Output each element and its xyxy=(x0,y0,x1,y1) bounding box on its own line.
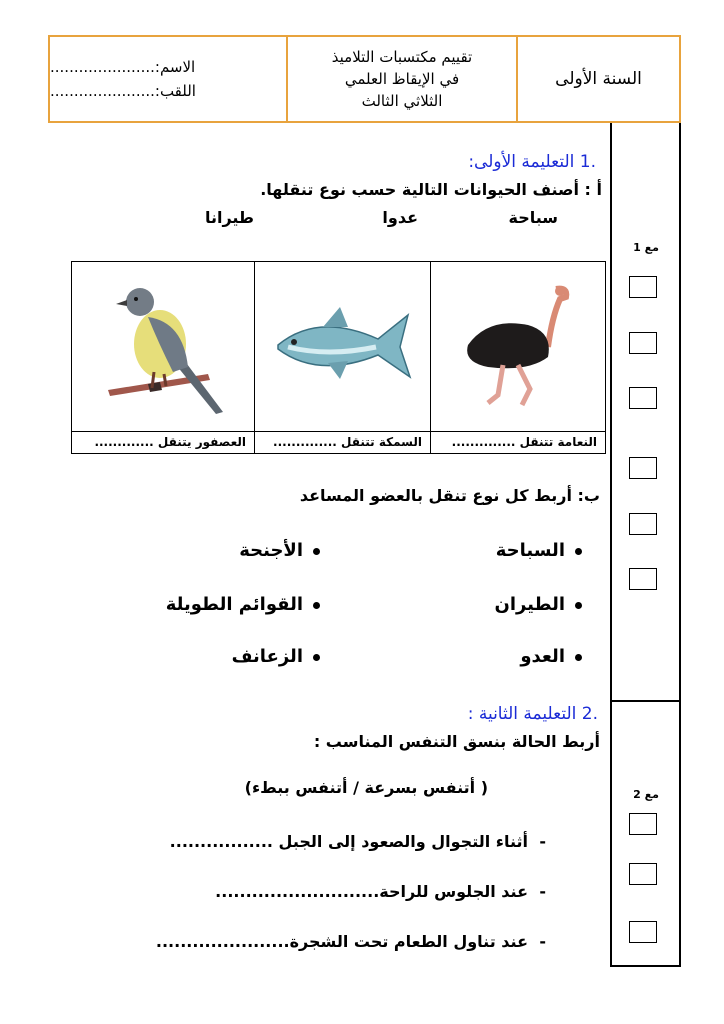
surname-field[interactable]: اللقب:...................... xyxy=(50,82,196,100)
score-box[interactable] xyxy=(629,921,657,943)
sparrow-illustration xyxy=(88,272,238,422)
bullet-icon xyxy=(575,602,582,609)
movement-swimming[interactable]: السباحة xyxy=(496,540,582,561)
score-box[interactable] xyxy=(629,813,657,835)
dash-icon: - xyxy=(539,882,546,901)
organ-long-legs[interactable]: القوائم الطويلة xyxy=(166,594,320,615)
score-box[interactable] xyxy=(629,332,657,354)
task1-heading: .1 التعليمة الأولى: xyxy=(468,152,596,172)
task2-heading: .2 التعليمة الثانية : xyxy=(467,704,598,724)
organ-fins[interactable]: الزعانف xyxy=(232,646,320,667)
task1-part-a: أ : أصنف الحيوانات التالية حسب نوع تنقلها. xyxy=(260,180,602,199)
title-line-1: تقييم مكتسبات التلاميذ xyxy=(331,48,473,66)
bird-caption: العصفور يتنقل ............. xyxy=(72,431,254,453)
movement-running[interactable]: العدو xyxy=(520,646,582,667)
bird-image xyxy=(72,262,254,431)
organ-wings[interactable]: الأجنحة xyxy=(239,540,320,561)
bullet-icon xyxy=(313,548,320,555)
year-cell xyxy=(516,37,679,121)
dash-icon: - xyxy=(539,932,546,951)
fish-illustration xyxy=(268,297,418,397)
category-swimming: سباحة xyxy=(508,208,558,227)
score-label-2: مع 2 xyxy=(633,788,659,801)
header-table xyxy=(48,35,681,123)
score-box[interactable] xyxy=(629,568,657,590)
task2-instruction: أربط الحالة بنسق التنفس المناسب : xyxy=(313,732,600,751)
ostrich-illustration xyxy=(448,277,588,417)
category-running: عدوا xyxy=(382,208,418,227)
score-divider xyxy=(612,700,679,702)
ostrich-column xyxy=(430,262,605,453)
bullet-icon xyxy=(313,654,320,661)
score-box[interactable] xyxy=(629,513,657,535)
bullet-icon xyxy=(575,654,582,661)
score-label-1: مع 1 xyxy=(633,241,659,254)
fish-column xyxy=(254,262,430,453)
ostrich-caption: النعامة تتنقل .............. xyxy=(431,431,605,453)
score-box[interactable] xyxy=(629,863,657,885)
title-line-2: في الإيقاظ العلمي xyxy=(344,70,460,88)
score-box[interactable] xyxy=(629,387,657,409)
score-column xyxy=(610,123,681,967)
animals-table xyxy=(71,261,606,454)
score-box[interactable] xyxy=(629,457,657,479)
category-flying: طيرانا xyxy=(204,208,254,227)
bird-column xyxy=(72,262,254,453)
bullet-icon xyxy=(575,548,582,555)
bullet-icon xyxy=(313,602,320,609)
dash-icon: - xyxy=(539,832,546,851)
case-resting[interactable]: عند الجلوس للراحة........................... xyxy=(215,882,528,901)
task2-options: ( أتنفس بسرعة / أتنفس ببطء) xyxy=(244,778,488,797)
case-hiking[interactable]: أثناء التجوال والصعود إلى الجبل ................. xyxy=(169,832,528,851)
fish-image xyxy=(255,262,430,431)
fish-caption: السمكة تتنقل .............. xyxy=(255,431,430,453)
title-line-3: الثلاثي الثالث xyxy=(361,92,443,110)
name-field[interactable]: الاسم:...................... xyxy=(50,58,196,76)
score-box[interactable] xyxy=(629,276,657,298)
task1-part-b: ب: أربط كل نوع تنقل بالعضو المساعد xyxy=(299,486,600,505)
ostrich-image xyxy=(431,262,605,431)
year-label: السنة الأولى xyxy=(555,69,642,89)
exam-title-cell xyxy=(286,37,516,121)
student-info-cell xyxy=(50,37,286,121)
case-eating[interactable]: عند تناول الطعام تحت الشجرة...................... xyxy=(155,932,528,951)
movement-flying[interactable]: الطيران xyxy=(494,594,582,615)
